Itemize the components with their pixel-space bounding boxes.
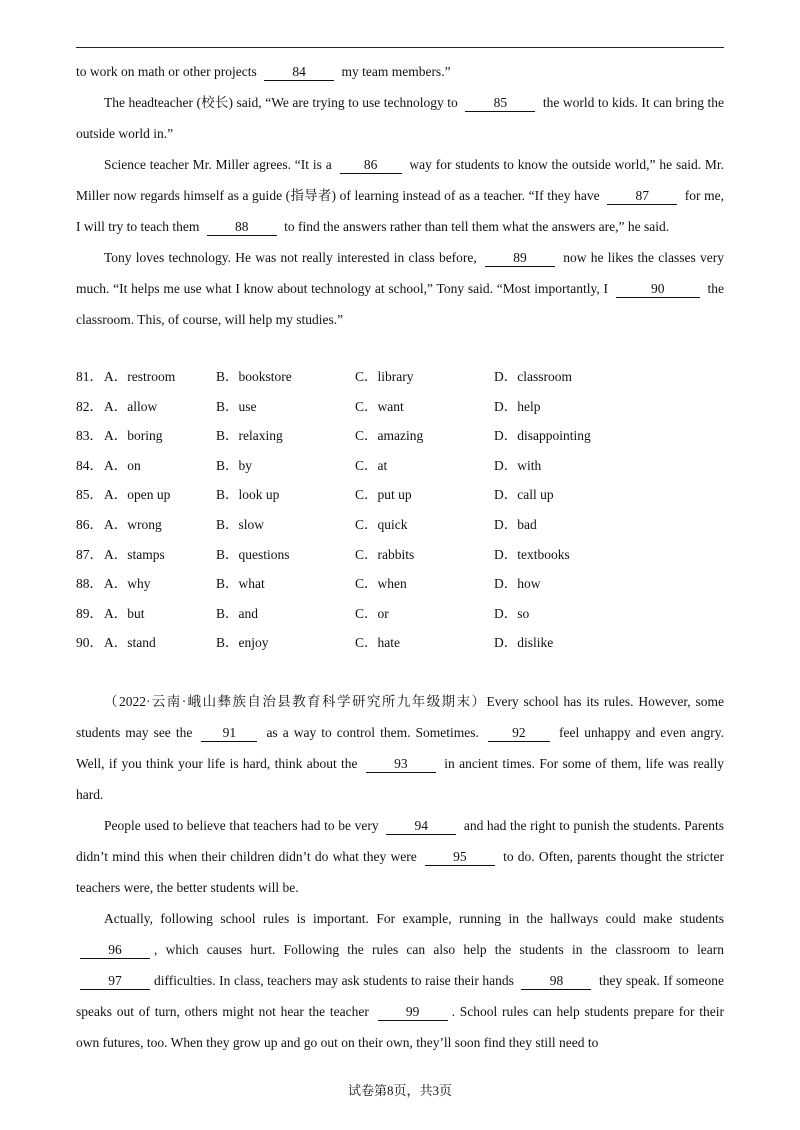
option-a[interactable]: A．restroom: [104, 369, 176, 384]
option-d[interactable]: D．with: [494, 457, 542, 473]
passage-1: [76, 56, 724, 335]
blank-92[interactable]: 92: [488, 725, 550, 742]
question-row: [76, 628, 724, 658]
page-footer: 试卷第8页，共3页: [347, 1083, 452, 1098]
option-d[interactable]: D．how: [494, 576, 541, 592]
blank-85[interactable]: 85: [465, 95, 535, 112]
question-row: [76, 392, 724, 422]
blank-86[interactable]: 86: [340, 157, 402, 174]
option-a[interactable]: A．stamps: [104, 546, 165, 562]
blank-91[interactable]: 91: [201, 725, 257, 742]
option-d[interactable]: D．textbooks: [494, 546, 570, 562]
option-d[interactable]: D．classroom: [494, 369, 572, 384]
option-a[interactable]: A．why: [104, 576, 151, 592]
question-row: [76, 451, 724, 481]
option-c[interactable]: C．or: [355, 605, 389, 621]
option-d[interactable]: D．help: [494, 398, 541, 414]
option-c[interactable]: C．put up: [355, 487, 412, 503]
passage-1-paragraph-2: The headteacher (校长) said, “We are trying to use technology to 85 the world to kids. It can bring the outside world in.”: [76, 95, 725, 141]
option-b[interactable]: B．look up: [216, 487, 280, 503]
passage-2-paragraph-2: People used to believe that teachers had to be very 94 and had the right to punish the students. Parents didn’t mind this when their children didn’t do what they were 95 to do. Often, parents thought the stricter teachers were, the better students will be.: [76, 818, 725, 895]
option-b[interactable]: B．bookstore: [216, 369, 292, 384]
answer-options: [76, 362, 724, 658]
blank-95[interactable]: 95: [425, 849, 495, 866]
question-number: 90．: [76, 635, 103, 651]
blank-94[interactable]: 94: [386, 818, 456, 835]
option-d[interactable]: D．so: [494, 605, 530, 621]
option-c[interactable]: C．at: [355, 457, 388, 473]
question-number: 86．: [76, 516, 103, 532]
option-a[interactable]: A．but: [104, 605, 145, 621]
blank-87[interactable]: 87: [607, 188, 677, 205]
option-d[interactable]: D．bad: [494, 516, 537, 532]
option-d[interactable]: D．dislike: [494, 635, 554, 651]
option-b[interactable]: B．use: [216, 398, 257, 414]
option-b[interactable]: B．what: [216, 576, 265, 592]
passage-1-line-1: to work on math or other projects 84 my team members.”: [76, 64, 451, 79]
question-row: [76, 540, 724, 570]
option-a[interactable]: A．allow: [104, 398, 158, 414]
passage-2: [76, 686, 724, 1058]
question-row: [76, 421, 724, 451]
question-number: 81．: [76, 369, 103, 384]
question-number: 87．: [76, 546, 103, 562]
source-label: （2022·云南·峨山彝族自治县教育科学研究所九年级期末）: [104, 694, 487, 709]
blank-96[interactable]: 96: [80, 942, 150, 959]
question-number: 89．: [76, 605, 103, 621]
blank-84[interactable]: 84: [264, 64, 334, 81]
option-b[interactable]: B．relaxing: [216, 428, 283, 444]
blank-88[interactable]: 88: [207, 219, 277, 236]
option-b[interactable]: B．by: [216, 457, 253, 473]
option-b[interactable]: B．enjoy: [216, 635, 269, 651]
option-c[interactable]: C．library: [355, 369, 414, 384]
option-a[interactable]: A．on: [104, 457, 141, 473]
option-d[interactable]: D．call up: [494, 487, 554, 503]
passage-2-paragraph-3: Actually, following school rules is important. For example, running in the hallways could make students 96 , which causes hurt. Following the rules can also help the students in the classroom to learn 97 difficulties. In class, teachers may ask students to raise their hands 98 they speak. If someone speaks out of turn, others might not hear the teacher 99 . School rules can help students prepare for their own futures, too. When they grow up and go out on their own, they’ll soon find they still need to: [76, 911, 725, 1050]
option-c[interactable]: C．hate: [355, 635, 400, 651]
passage-2-paragraph-1: （2022·云南·峨山彝族自治县教育科学研究所九年级期末）Every school has its rules. However, some students may see the 91 as a way to control them. Sometimes. 92 feel unhappy and even angry. Well, if you think your life is hard, think about the 93 in ancient times. For some of them, life was really hard.: [76, 694, 725, 802]
question-row: [76, 599, 724, 629]
header-rule: [76, 47, 724, 48]
option-a[interactable]: A．wrong: [104, 516, 162, 532]
blank-99[interactable]: 99: [378, 1004, 448, 1021]
question-row: [76, 362, 724, 392]
option-a[interactable]: A．boring: [104, 428, 163, 444]
question-number: 84．: [76, 457, 103, 473]
passage-1-paragraph-4: Tony loves technology. He was not really interested in class before, 89 now he likes the classes very much. “It helps me use what I know about technology at school,” Tony said. “Most importantly, I 90 the classroom. This, of course, will help my studies.”: [76, 250, 725, 327]
option-a[interactable]: A．stand: [104, 635, 156, 651]
blank-90[interactable]: 90: [616, 281, 700, 298]
option-d[interactable]: D．disappointing: [494, 428, 591, 444]
option-c[interactable]: C．rabbits: [355, 546, 415, 562]
option-c[interactable]: C．when: [355, 576, 407, 592]
blank-89[interactable]: 89: [485, 250, 555, 267]
option-c[interactable]: C．quick: [355, 516, 408, 532]
blank-98[interactable]: 98: [521, 973, 591, 990]
question-number: 82．: [76, 398, 103, 414]
option-b[interactable]: B．slow: [216, 516, 265, 532]
question-number: 83．: [76, 428, 103, 444]
question-number: 88．: [76, 576, 103, 592]
option-c[interactable]: C．amazing: [355, 428, 424, 444]
passage-1-paragraph-3: Science teacher Mr. Miller agrees. “It is a 86 way for students to know the outside world,” he said. Mr. Miller now regards himself as a guide (指导者) of learning instead of as a teacher. “If they have 87 for me, I will try to teach them 88 to find the answers rather than tell them what the answers are,” he said.: [76, 157, 725, 234]
blank-93[interactable]: 93: [366, 756, 436, 773]
option-c[interactable]: C．want: [355, 398, 404, 414]
option-a[interactable]: A．open up: [104, 487, 171, 503]
option-b[interactable]: B．and: [216, 605, 258, 621]
question-row: [76, 510, 724, 540]
question-number: 85．: [76, 487, 103, 503]
blank-97[interactable]: 97: [80, 973, 150, 990]
question-row: [76, 569, 724, 599]
option-b[interactable]: B．questions: [216, 546, 290, 562]
question-row: [76, 480, 724, 510]
